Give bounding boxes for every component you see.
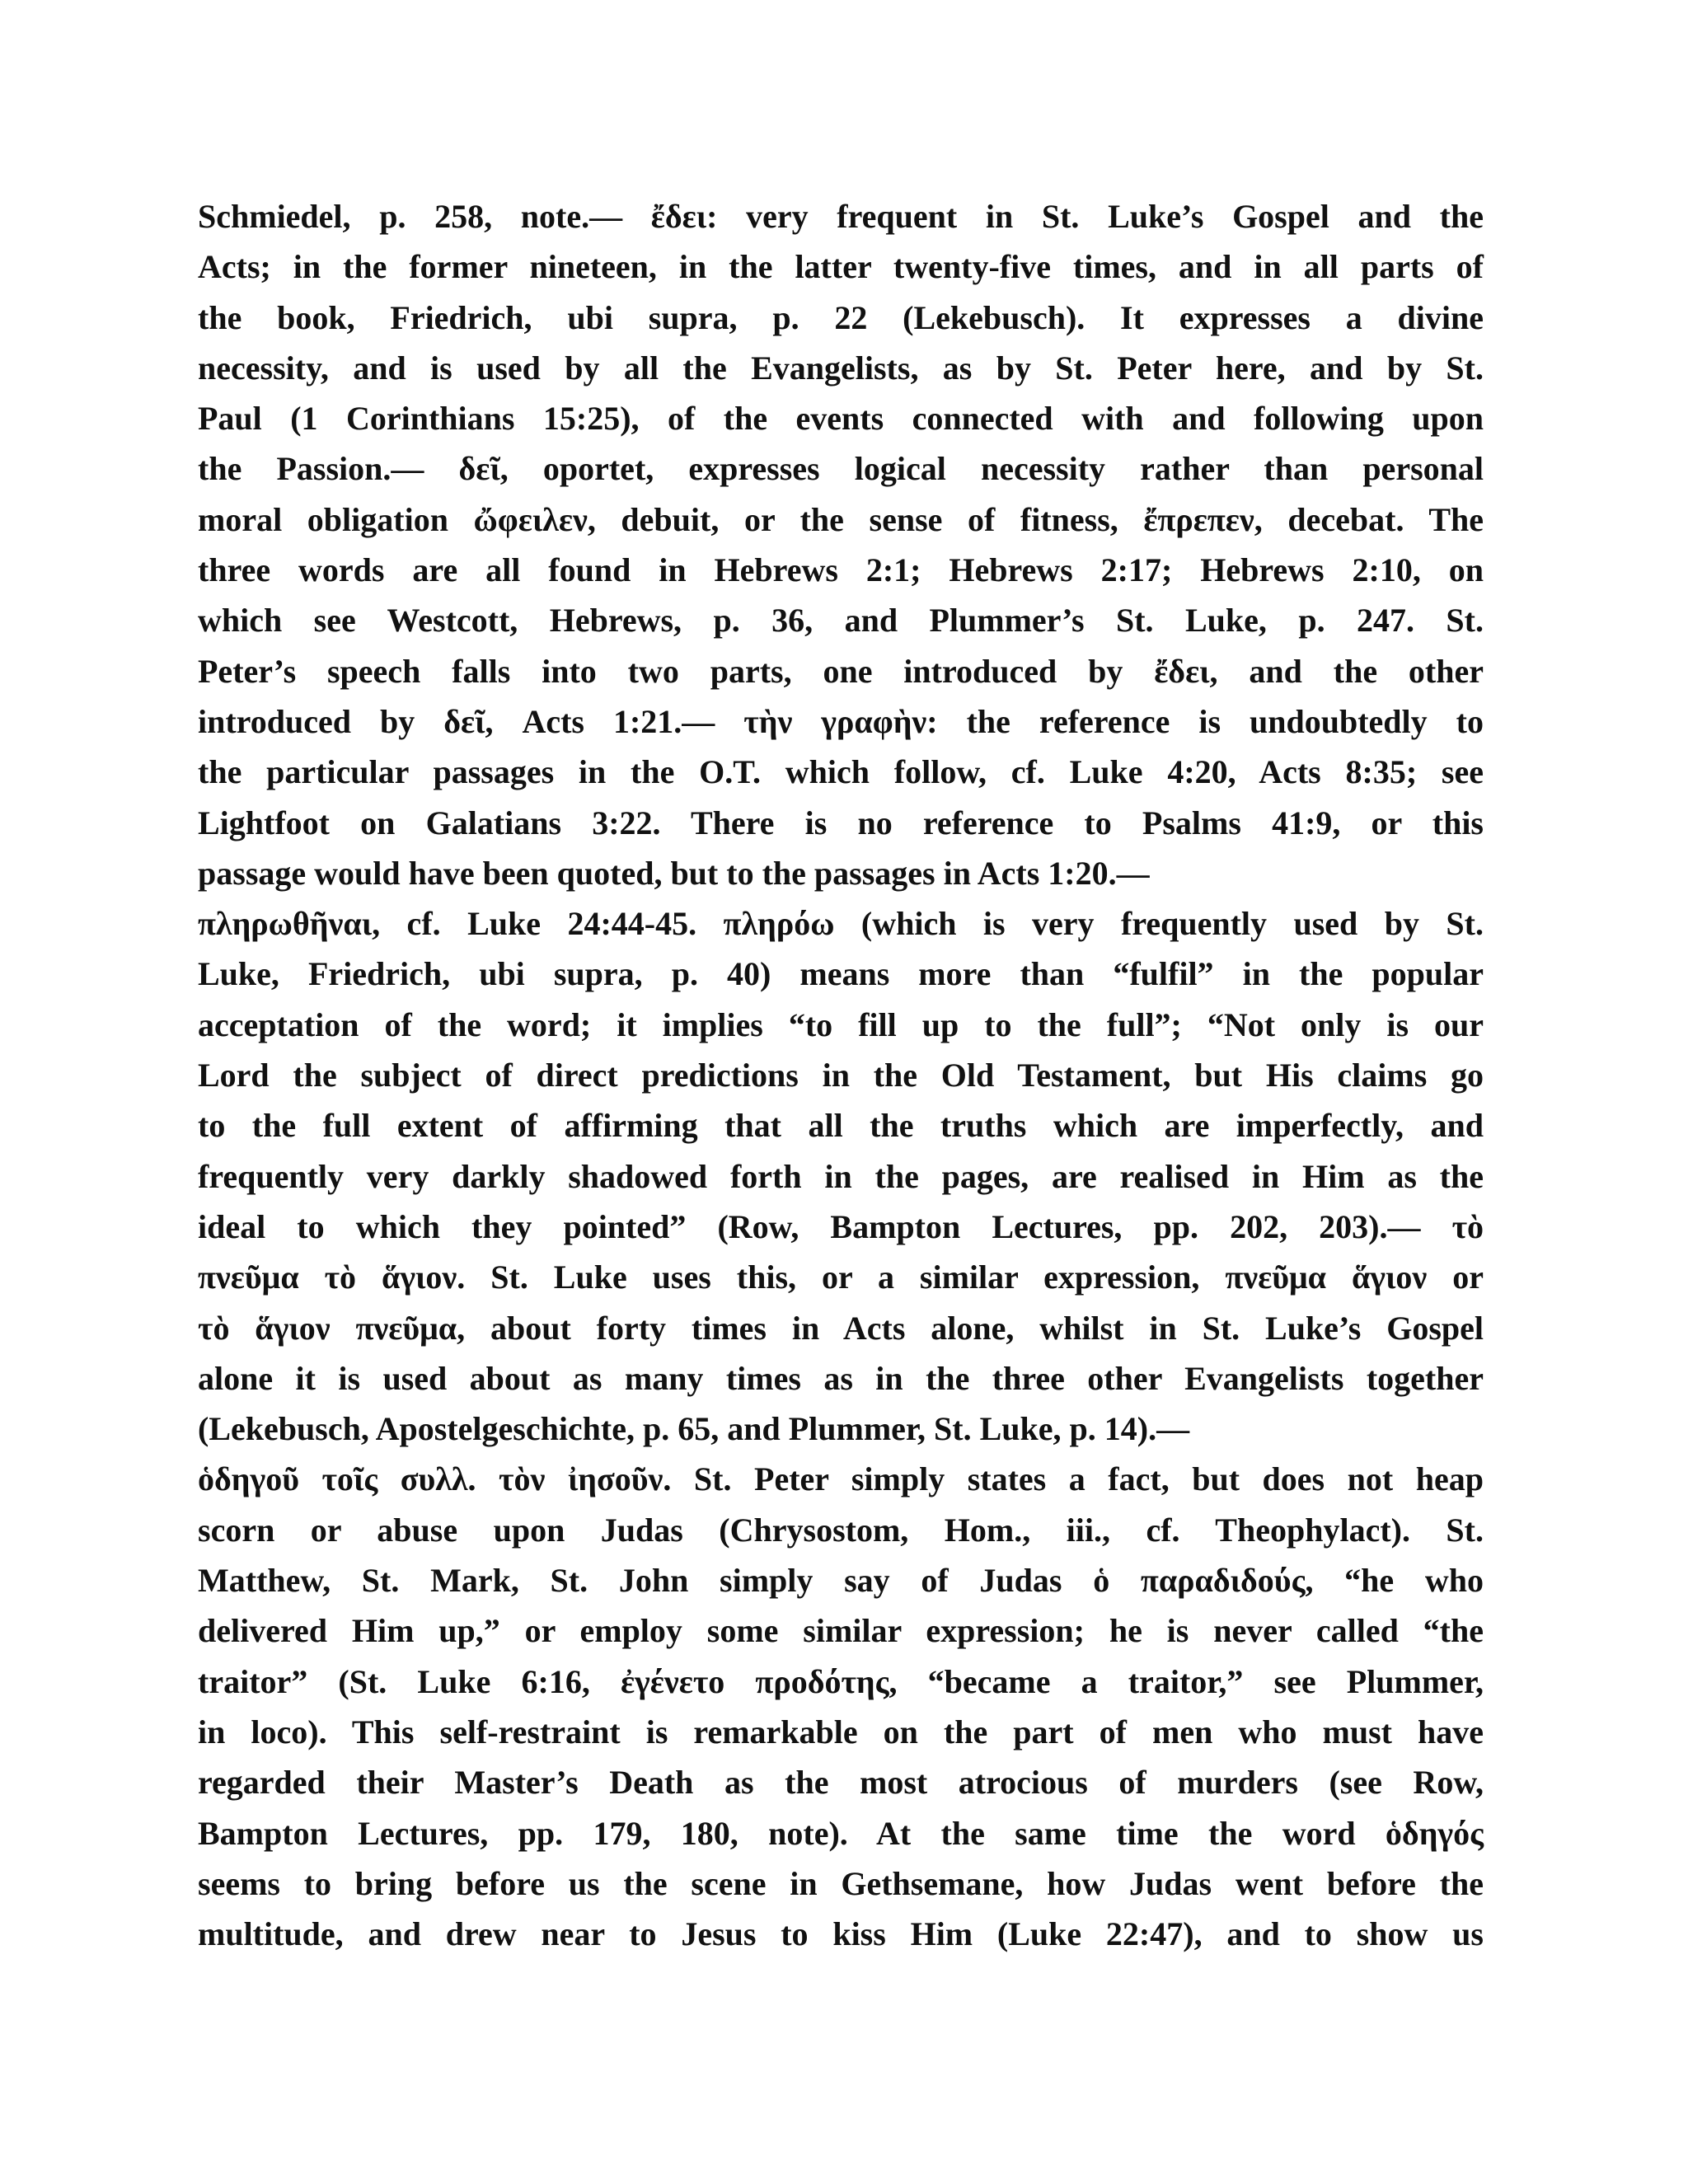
text-line: Lightfoot on Galatians 3:22. There is no reference to Psalms 41:9, or this xyxy=(198,804,1484,841)
text-line: to the full extent of affirming that all the truths which are imperfectly, and xyxy=(198,1107,1484,1145)
text-line: Bampton Lectures, pp. 179, 180, note). At the same time the word ὁδηγός xyxy=(198,1814,1484,1852)
text-line: Paul (1 Corinthians 15:25), of the events connected with and following upon xyxy=(198,400,1484,438)
text-line: traitor” (St. Luke 6:16, ἐγένετο προδότης, “became a traitor,” see Plummer, xyxy=(198,1662,1484,1700)
text-line: Matthew, St. Mark, St. John simply say of Judas ὁ παραδιδούς, “he who xyxy=(198,1562,1484,1600)
text-line: passage would have been quoted, but to the passages in Acts 1:20.— xyxy=(198,854,1150,892)
text-line: ideal to which they pointed” (Row, Bampton Lectures, pp. 202, 203).— τὸ xyxy=(198,1207,1484,1245)
text-line: moral obligation ὤφειλεν, debuit, or the sense of fitness, ἔπρεπεν, decebat. The xyxy=(198,500,1484,538)
body-text xyxy=(198,191,1517,1959)
text-line: in loco). This self-restraint is remarkable on the part of men who must have xyxy=(198,1713,1484,1750)
text-line: introduced by δεῖ, Acts 1:21.— τὴν γραφὴν: the reference is undoubtedly to xyxy=(198,702,1484,740)
text-line: multitude, and drew near to Jesus to kiss Him (Luke 22:47), and to show us xyxy=(198,1915,1484,1953)
text-line: Schmiedel, p. 258, note.— ἔδει: very frequent in St. Luke’s Gospel and the xyxy=(198,198,1484,235)
text-line: πληρωθῆναι, cf. Luke 24:44-45. πληρόω (which is very frequently used by St. xyxy=(198,905,1484,943)
text-line: the book, Friedrich, ubi supra, p. 22 (Lekebusch). It expresses a divine xyxy=(198,298,1484,336)
text-line: which see Westcott, Hebrews, p. 36, and Plummer’s St. Luke, p. 247. St. xyxy=(198,602,1484,640)
text-line: the Passion.— δεῖ, oportet, expresses logical necessity rather than personal xyxy=(198,450,1484,488)
text-line: πνεῦμα τὸ ἅγιον. St. Luke uses this, or a similar expression, πνεῦμα ἅγιον or xyxy=(198,1258,1484,1296)
text-line: scorn or abuse upon Judas (Chrysostom, Hom., iii., cf. Theophylact). St. xyxy=(198,1511,1484,1549)
text-line: necessity, and is used by all the Evangelists, as by St. Peter here, and by St. xyxy=(198,349,1484,387)
text-line: frequently very darkly shadowed forth in the pages, are realised in Him as the xyxy=(198,1157,1484,1195)
text-line: seems to bring before us the scene in Gethsemane, how Judas went before the xyxy=(198,1864,1484,1902)
text-line: alone it is used about as many times as in the three other Evangelists together xyxy=(198,1359,1484,1397)
text-line: the particular passages in the O.T. which follow, cf. Luke 4:20, Acts 8:35; see xyxy=(198,753,1484,791)
text-line: acceptation of the word; it implies “to fill up to the full”; “Not only is our xyxy=(198,1005,1484,1043)
text-line: Luke, Friedrich, ubi supra, p. 40) means more than “fulfil” in the popular xyxy=(198,955,1484,993)
text-line: three words are all found in Hebrews 2:1; Hebrews 2:17; Hebrews 2:10, on xyxy=(198,551,1484,589)
text-line: ὁδηγοῦ τοῖς συλλ. τὸν ἰησοῦν. St. Peter simply states a fact, but does not heap xyxy=(198,1460,1484,1498)
text-line: Lord the subject of direct predictions in the Old Testament, but His claims go xyxy=(198,1057,1484,1094)
text-line: Acts; in the former nineteen, in the latter twenty-five times, and in all parts of xyxy=(198,248,1484,286)
text-line: Peter’s speech falls into two parts, one introduced by ἔδει, and the other xyxy=(198,652,1484,690)
text-line: delivered Him up,” or employ some similar expression; he is never called “the xyxy=(198,1612,1484,1650)
text-line: τὸ ἅγιον πνεῦμα, about forty times in Acts alone, whilst in St. Luke’s Gospel xyxy=(198,1309,1484,1347)
text-line: (Lekebusch, Apostelgeschichte, p. 65, and Plummer, St. Luke, p. 14).— xyxy=(198,1410,1190,1448)
text-line: regarded their Master’s Death as the most atrocious of murders (see Row, xyxy=(198,1764,1484,1802)
